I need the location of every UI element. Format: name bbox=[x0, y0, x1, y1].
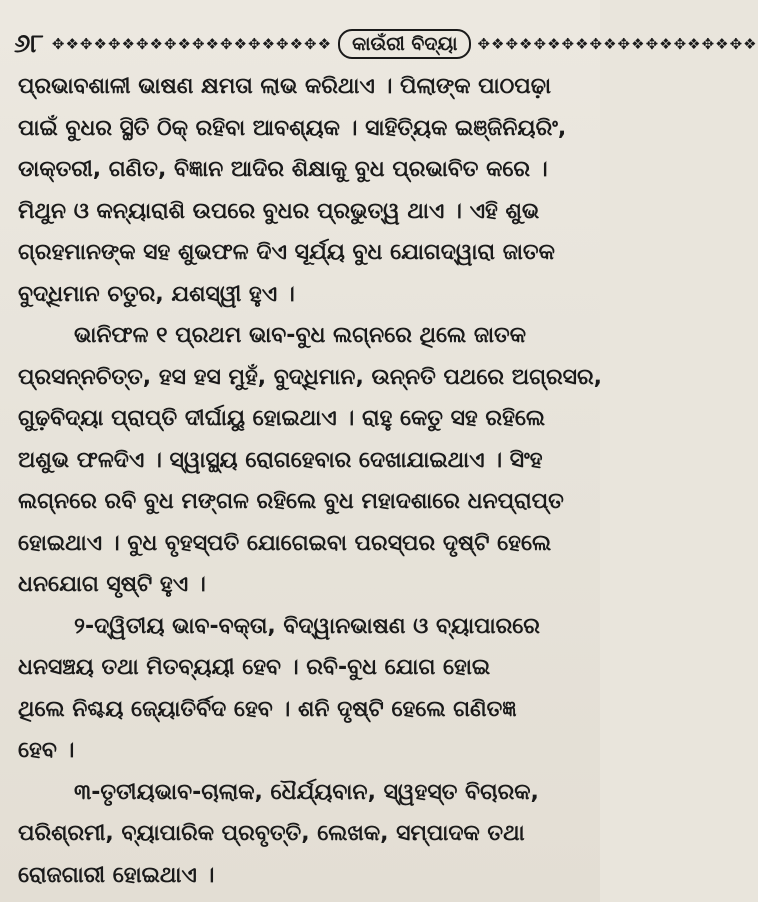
text-line: ଧନଯୋଗ ସୃଷ୍ଟି ହୁଏ । bbox=[18, 572, 206, 597]
ornament-right-icon: ✥❖✥❖✥❖✥❖✥❖✥❖✥❖✥❖✥❖✥❖ bbox=[477, 35, 758, 53]
paragraph-start-line: ୨-ଦ୍ୱିତୀୟ ଭାବ-ବକ୍ତା, ବିଦ୍ୱାନଭାଷଣ ଓ ବ୍ୟାପାରରେ bbox=[74, 613, 540, 639]
paragraph-start-line: ୩-ତୃତୀୟଭାବ-ଚାଲାକ, ଧୈର୍ଯ୍ୟବାନ, ସ୍ୱହସ୍ତ ବିଚାରକ, bbox=[74, 779, 539, 805]
ornament-left-icon: ✥❖✥❖✥❖✥❖✥❖✥❖✥❖✥❖✥❖✥❖ bbox=[51, 35, 333, 53]
text-line: ପ୍ରସନ୍ନଚିତ୍ତ, ହସ ହସ ମୁହଁ, ବୁଦ୍ଧିମାନ, ଉନ୍ନତି ପଥରେ ଅଗ୍ରସର, bbox=[18, 364, 603, 390]
page-header bbox=[14, 22, 758, 66]
text-line: ହୋଇଥାଏ । ବୁଧ ବୃହସ୍ପତି ଯୋଗେଇବା ପରସ୍ପର ଦୃଷ୍ଟି ହେଲେ bbox=[18, 530, 552, 556]
text-line: ପରିଶ୍ରମୀ, ବ୍ୟାପାରିକ ପ୍ରବୃତ୍ତି, ଲେଖକ, ସମ୍ପାଦକ ତଥା bbox=[18, 821, 525, 846]
text-line: ଥିଲେ ନିଶ୍ଚୟ ଜ୍ୟୋତିର୍ବିଦ ହେବ । ଶନି ଦୃଷ୍ଟି ହେଲେ ଗଣିତଜ୍ଞ bbox=[18, 696, 517, 722]
text-line: ଗ୍ରହମାନଙ୍କ ସହ ଶୁଭଫଳ ଦିଏ ସୂର୍ଯ୍ୟ ବୁଧ ଯୋଗଦ୍ୱାରା ଜାତକ bbox=[18, 240, 555, 265]
text-line: ଲଗ୍ନରେ ରବି ବୁଧ ମଙ୍ଗଳ ରହିଲେ ବୁଧ ମହାଦଶାରେ ଧନପ୍ରାପ୍ତ bbox=[18, 489, 564, 514]
text-line: ଗୁଢ଼ବିଦ୍ୟା ପ୍ରାପ୍ତି ଦୀର୍ଘାୟୁ ହୋଇଥାଏ । ରାହୁ କେତୁ ସହ ରହିଲେ bbox=[18, 406, 546, 431]
text-line: ଡାକ୍ତରୀ, ଗଣିତ, ବିଜ୍ଞାନ ଆଦିର ଶିକ୍ଷାକୁ ବୁଧ ପ୍ରଭାବିତ କରେ । bbox=[18, 157, 548, 182]
text-line: ଅଶୁଭ ଫଳଦିଏ । ସ୍ୱାସ୍ଥ୍ୟ ରୋଗହେବାର ଦେଖାଯାଇଥାଏ । ସିଂହ bbox=[18, 447, 543, 473]
text-line: ବୁଦ୍ଧିମାନ ଚତୁର, ଯଶସ୍ୱୀ ହୁଏ । bbox=[18, 281, 295, 307]
paragraph-start-line: ଭାନିଫଳ ୧ ପ୍ରଥମ ଭାବ-ବୁଧ ଲଗ୍ନରେ ଥିଲେ ଜାତକ bbox=[74, 323, 526, 348]
text-line: ପ୍ରଭାବଶାଳୀ ଭାଷଣ କ୍ଷମତା ଲାଭ କରିଥାଏ । ପିଲାଙ୍କ ପାଠପଢ଼ା bbox=[18, 74, 551, 99]
text-line: ହେବ । bbox=[18, 738, 75, 763]
text-line: ରୋଜଗାରୀ ହୋଇଥାଏ । bbox=[18, 862, 215, 888]
text-line: ମିଥୁନ ଓ କନ୍ୟାରାଶି ଉପରେ ବୁଧର ପ୍ରଭୁତ୍ୱ ଥାଏ । ଏହି ଶୁଭ bbox=[18, 198, 540, 224]
body-text bbox=[18, 66, 603, 896]
page-number: ୬୮ bbox=[14, 29, 44, 59]
text-line: ଧନସଞ୍ଚୟ ତଥା ମିତବ୍ୟୟୀ ହେବ । ରବି-ବୁଧ ଯୋଗ ହୋଇ bbox=[18, 655, 491, 680]
text-line: ପାଇଁ ବୁଧର ସ୍ଥିତି ଠିକ୍ ରହିବା ଆବଶ୍ୟକ । ସାହିତ୍ୟିକ ଇଞ୍ଜିନିୟରିଂ, bbox=[18, 115, 567, 141]
running-title: କାଉଁରୀ ବିଦ୍ୟା bbox=[338, 29, 471, 60]
